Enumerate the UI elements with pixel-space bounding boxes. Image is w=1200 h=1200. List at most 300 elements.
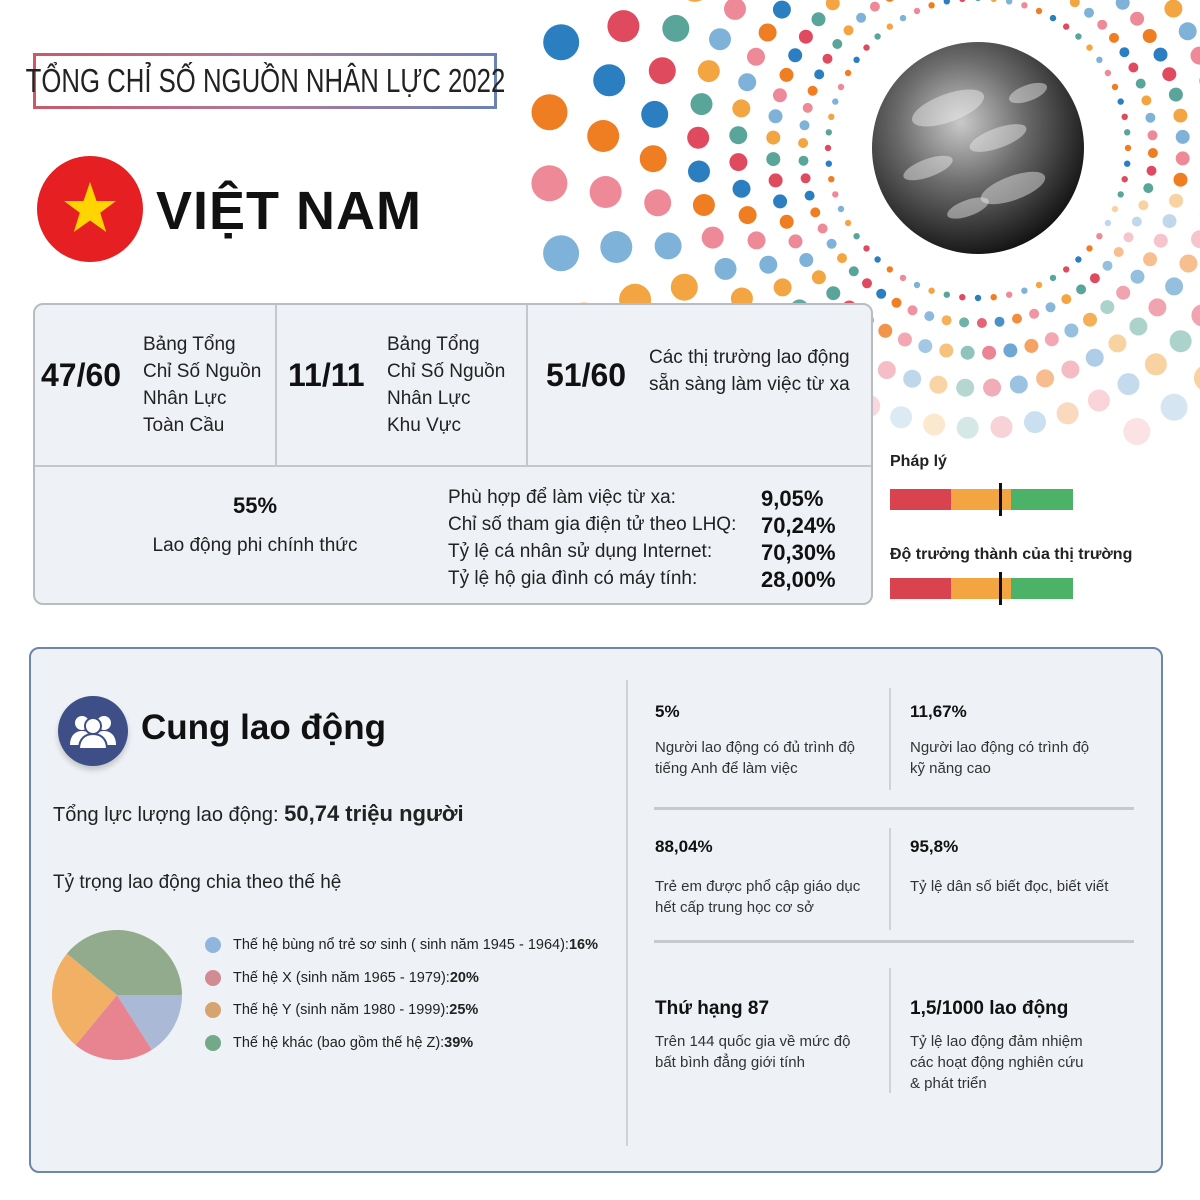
- legend-dot: [205, 1035, 221, 1051]
- decorative-dot: [956, 379, 974, 397]
- section-title: Cung lao động: [141, 708, 386, 747]
- decorative-dot: [1116, 0, 1130, 10]
- decorative-dot: [983, 379, 1001, 397]
- decorative-dot: [803, 103, 813, 113]
- vietnam-flag-icon: [37, 156, 143, 262]
- decorative-dot: [1118, 373, 1140, 395]
- metric-desc: Người lao động có đủ trình độ tiếng Anh để làm việc: [655, 739, 856, 777]
- decorative-dot: [977, 318, 987, 328]
- decorative-dot: [587, 120, 619, 152]
- legend-label: Thế hệ bùng nổ trẻ sơ sinh ( sinh năm 1945 - 1964):: [233, 937, 569, 953]
- decorative-dot: [845, 70, 851, 76]
- decorative-dot: [944, 0, 950, 5]
- decorative-dot: [780, 68, 794, 82]
- decorative-dot: [1179, 22, 1197, 40]
- remote-rank-value: 51/60: [546, 357, 627, 393]
- decorative-dot: [799, 156, 809, 166]
- decorative-dot: [918, 339, 932, 353]
- decorative-dot: [649, 57, 676, 84]
- decorative-dot: [1096, 233, 1102, 239]
- decorative-dot: [1122, 114, 1128, 120]
- decorative-dot: [1170, 330, 1192, 352]
- decorative-dot: [1164, 0, 1182, 18]
- decorative-dot: [826, 0, 840, 10]
- decorative-dot: [769, 109, 783, 123]
- decorative-dot: [800, 120, 810, 130]
- legend-value: 20%: [449, 969, 479, 986]
- divider: [275, 305, 277, 465]
- decorative-dot: [853, 233, 859, 239]
- decorative-dot: [773, 88, 787, 102]
- decorative-dot: [702, 227, 724, 249]
- decorative-dot: [1057, 402, 1079, 424]
- decorative-dot: [961, 346, 975, 360]
- decorative-dot: [1163, 214, 1177, 228]
- legend-item: [205, 937, 598, 953]
- remote-rank-label: Các thị trường lao động sẵn sàng làm việc từ xa: [649, 347, 850, 395]
- decorative-dot: [729, 153, 747, 171]
- decorative-dot: [1036, 282, 1042, 288]
- decorative-dot: [1130, 12, 1144, 26]
- stat-value: 70,30%: [761, 540, 836, 565]
- decorative-dot: [887, 266, 893, 272]
- decorative-dot: [959, 0, 965, 2]
- global-rank-value: 47/60: [41, 357, 122, 393]
- metric-value: 95,8%: [910, 837, 959, 856]
- decorative-dot: [1138, 200, 1148, 210]
- decorative-dot: [607, 10, 639, 42]
- decorative-dot: [878, 361, 896, 379]
- global-rank-label: Bảng Tổng Chỉ Số Nguồn Nhân Lực Toàn Cầu: [143, 334, 262, 436]
- decorative-dot: [1116, 286, 1130, 300]
- decorative-dot: [975, 295, 981, 301]
- gauge-segment-low: [890, 489, 951, 510]
- decorative-dot: [593, 64, 625, 96]
- decorative-dot: [1125, 145, 1131, 151]
- decorative-dot: [759, 24, 777, 42]
- decorative-dot: [1124, 232, 1134, 242]
- decorative-dot: [982, 346, 996, 360]
- title-box: [25, 53, 505, 109]
- decorative-dot: [1096, 57, 1102, 63]
- informal-labor-value: 55%: [232, 493, 278, 518]
- decorative-dot: [1145, 353, 1167, 375]
- decorative-dot: [1112, 206, 1118, 212]
- decorative-dot: [903, 370, 921, 388]
- decorative-dot: [655, 232, 682, 259]
- decorative-dot: [1070, 0, 1080, 7]
- legend-value: 39%: [444, 1034, 474, 1051]
- decorative-dot: [691, 93, 713, 115]
- decorative-dot: [739, 206, 757, 224]
- decorative-dot: [1063, 23, 1069, 29]
- decorative-dot: [876, 289, 886, 299]
- decorative-dot: [1086, 349, 1104, 367]
- decorative-dot: [774, 278, 792, 296]
- decorative-dot: [1129, 318, 1147, 336]
- decorative-dot: [1003, 343, 1017, 357]
- decorative-dot: [826, 286, 840, 300]
- decorative-dot: [1112, 84, 1118, 90]
- decorative-dot: [590, 176, 622, 208]
- decorative-dot: [939, 344, 953, 358]
- decorative-dot: [844, 25, 854, 35]
- decorative-dot: [1194, 365, 1200, 392]
- decorative-dot: [959, 317, 969, 327]
- gauge-segment-low: [890, 578, 951, 599]
- decorative-dot: [1165, 277, 1183, 295]
- divider: [654, 807, 1134, 810]
- decorative-dot: [1119, 47, 1129, 57]
- metric-value: 5%: [655, 702, 680, 721]
- decorative-dot: [1136, 79, 1146, 89]
- decorative-dot: [863, 245, 869, 251]
- decorative-dot: [823, 54, 833, 64]
- gauge-marker: [999, 572, 1002, 605]
- stat-value: 28,00%: [761, 567, 836, 592]
- decorative-dot: [890, 406, 912, 428]
- decorative-dot: [826, 129, 832, 135]
- score-panel: [33, 303, 873, 605]
- decorative-dot: [837, 253, 847, 263]
- decorative-dot: [1148, 148, 1158, 158]
- legend-dot: [205, 970, 221, 986]
- decorative-dot: [863, 44, 869, 50]
- decorative-dot: [832, 191, 838, 197]
- decorative-dot: [825, 145, 831, 151]
- informal-labor-label: Lao động phi chính thức: [152, 535, 358, 556]
- legal-gauge-label: Pháp lý: [890, 453, 947, 470]
- decorative-dot: [914, 8, 920, 14]
- decorative-dot: [942, 315, 952, 325]
- decorative-dot: [1122, 176, 1128, 182]
- decorative-dot: [1050, 15, 1056, 21]
- decorative-dot: [766, 131, 780, 145]
- decorative-dot: [1105, 70, 1111, 76]
- divider: [526, 305, 528, 465]
- legend-item: [205, 1035, 473, 1051]
- decorative-dot: [1145, 113, 1155, 123]
- decorative-dot: [810, 207, 820, 217]
- decorative-dot: [1108, 334, 1126, 352]
- decorative-dot: [1006, 0, 1012, 5]
- metric-desc: Tỷ lệ dân số biết đọc, biết viết: [910, 878, 1109, 895]
- decorative-dot: [1061, 361, 1079, 379]
- legend-dot: [205, 1002, 221, 1018]
- decorative-dot: [1191, 230, 1200, 248]
- stat-label: Tỷ lệ cá nhân sử dụng Internet:: [448, 541, 713, 562]
- decorative-dot: [532, 94, 568, 130]
- decorative-dot: [715, 258, 737, 280]
- decorative-dot: [828, 176, 834, 182]
- decorative-dot: [687, 127, 709, 149]
- page-title: TỔNG CHỈ SỐ NGUỒN NHÂN LỰC 2022: [25, 62, 505, 99]
- generation-pie-chart: [50, 928, 184, 1062]
- decorative-dot: [773, 1, 791, 19]
- legend-dot: [205, 937, 221, 953]
- decorative-dot: [892, 298, 902, 308]
- legend-item: [205, 970, 479, 986]
- divider: [889, 968, 891, 1093]
- decorative-dot: [1024, 339, 1038, 353]
- decorative-dot: [923, 414, 945, 436]
- decorative-dot: [1147, 166, 1157, 176]
- decorative-dot: [600, 231, 632, 263]
- decorative-dot: [1148, 130, 1158, 140]
- decorative-dot: [1173, 109, 1187, 123]
- decorative-dot: [1176, 151, 1190, 165]
- decorative-dot: [959, 294, 965, 300]
- gauge-segment-mid: [951, 489, 1011, 510]
- decorative-dot: [1128, 63, 1138, 73]
- decorative-dot: [957, 417, 979, 439]
- divider: [35, 465, 871, 467]
- decorative-dot: [832, 98, 838, 104]
- metric-desc: Người lao động có trình độ kỹ năng cao: [910, 739, 1090, 777]
- decorative-dot: [1045, 332, 1059, 346]
- decorative-dot: [1114, 247, 1124, 257]
- decorative-dot: [1100, 300, 1114, 314]
- decorative-dot: [662, 15, 689, 42]
- decorative-dot: [1176, 130, 1190, 144]
- decorative-dot: [898, 333, 912, 347]
- decorative-dot: [1154, 234, 1168, 248]
- decorative-dot: [688, 161, 710, 183]
- decorative-dot: [1143, 183, 1153, 193]
- decorative-dot: [759, 256, 777, 274]
- decorative-dot: [1029, 309, 1039, 319]
- decorative-dot: [1084, 8, 1094, 18]
- decorative-dot: [845, 220, 851, 226]
- legend-value: 25%: [449, 1002, 479, 1018]
- decorative-dot: [991, 0, 997, 2]
- decorative-dot: [644, 189, 671, 216]
- decorative-dot: [1046, 302, 1056, 312]
- market-maturity-gauge: [890, 578, 1073, 599]
- decorative-dot: [641, 101, 668, 128]
- decorative-dot: [729, 126, 747, 144]
- decorative-dot: [1161, 394, 1188, 421]
- decorative-dot: [789, 234, 803, 248]
- total-labor-force: Tổng lực lượng lao động: 50,74 triệu người: [53, 801, 464, 826]
- regional-rank-value: 11/11: [288, 357, 365, 393]
- decorative-dot: [766, 152, 780, 166]
- decorative-dot: [681, 0, 708, 2]
- decorative-dot: [1036, 8, 1042, 14]
- decorative-dot: [1174, 173, 1188, 187]
- stat-label: Chỉ số tham gia điện tử theo LHQ:: [448, 514, 737, 535]
- decorative-dot: [1083, 313, 1097, 327]
- decorative-dot: [1143, 252, 1157, 266]
- decorative-dot: [733, 180, 751, 198]
- decorative-dot: [1006, 292, 1012, 298]
- decorative-dot: [1123, 418, 1150, 445]
- decorative-dot: [908, 305, 918, 315]
- decorative-dot: [924, 311, 934, 321]
- decorative-dot: [991, 416, 1013, 438]
- decorative-dot: [1148, 298, 1166, 316]
- regional-rank-label: Bảng Tổng Chỉ Số Nguồn Nhân Lực Khu Vực: [387, 334, 506, 436]
- decorative-dot: [1124, 129, 1130, 135]
- decorative-dot: [1010, 376, 1028, 394]
- decorative-dot: [914, 282, 920, 288]
- decorative-dot: [900, 275, 906, 281]
- decorative-dot: [1154, 48, 1168, 62]
- decorative-dot: [1050, 275, 1056, 281]
- metric-value: 88,04%: [655, 837, 713, 856]
- decorative-dot: [838, 206, 844, 212]
- decorative-dot: [709, 28, 731, 50]
- decorative-dot: [929, 376, 947, 394]
- decorative-dot: [1132, 217, 1142, 227]
- decorative-dot: [1103, 261, 1113, 271]
- decorative-dot: [1075, 256, 1081, 262]
- decorative-dot: [1086, 245, 1092, 251]
- decorative-dot: [1118, 191, 1124, 197]
- decorative-dot: [1124, 161, 1130, 167]
- decorative-dot: [818, 224, 828, 234]
- decorative-dot: [1021, 288, 1027, 294]
- decorative-dot: [828, 114, 834, 120]
- decorative-dot: [788, 48, 802, 62]
- metric-value: 11,67%: [910, 702, 967, 721]
- decorative-dot: [1131, 270, 1145, 284]
- decorative-dot: [1076, 284, 1086, 294]
- decorative-dot: [874, 33, 880, 39]
- decorative-dot: [808, 86, 818, 96]
- metric-desc: Trẻ em được phổ cập giáo dục hết cấp trung học cơ sở: [655, 878, 861, 916]
- gauge-segment-high: [1011, 578, 1073, 599]
- divider: [889, 828, 891, 930]
- decorative-dot: [1012, 314, 1022, 324]
- decorative-dot: [827, 239, 837, 249]
- decorative-dot: [1036, 369, 1054, 387]
- decorative-dot: [1105, 220, 1111, 226]
- decorative-dot: [1143, 29, 1157, 43]
- decorative-dot: [832, 39, 842, 49]
- decorative-dot: [799, 253, 813, 267]
- metric-value: Thứ hạng 87: [655, 998, 770, 1019]
- legend-label: Thế hệ X (sinh năm 1965 - 1979):: [233, 969, 450, 986]
- decorative-dot: [805, 191, 815, 201]
- decorative-dot: [928, 2, 934, 8]
- metric-desc: Trên 144 quốc gia về mức độ bất bình đẳng giới tính: [655, 1033, 851, 1071]
- gauge-segment-mid: [951, 578, 1011, 599]
- decorative-dot: [1191, 47, 1200, 65]
- decorative-dot: [975, 0, 981, 1]
- decorative-dot: [698, 60, 720, 82]
- decorative-dot: [724, 0, 746, 20]
- decorative-dot: [748, 231, 766, 249]
- decorative-dot: [900, 15, 906, 21]
- decorative-dot: [798, 138, 808, 148]
- decorative-dot: [874, 256, 880, 262]
- decorative-dot: [769, 173, 783, 187]
- people-icon: [58, 696, 128, 766]
- decorative-dot: [928, 288, 934, 294]
- decorative-dot: [1109, 33, 1119, 43]
- decorative-dot: [1090, 273, 1100, 283]
- decorative-dot: [640, 145, 667, 172]
- decorative-dot: [773, 194, 787, 208]
- decorative-dot: [1169, 194, 1183, 208]
- decorative-dot: [1162, 67, 1176, 81]
- stat-value: 70,24%: [761, 513, 836, 538]
- decorative-dot: [1021, 2, 1027, 8]
- metric-value: 1,5/1000 lao động: [910, 998, 1069, 1019]
- decorative-dot: [838, 84, 844, 90]
- decorative-dot: [1064, 324, 1078, 338]
- decorative-dot: [1118, 98, 1124, 104]
- legend-item: [205, 1002, 478, 1018]
- metric-desc: Tỷ lệ lao động đảm nhiệm các hoạt động nghiên cứu & phát triển: [910, 1033, 1084, 1092]
- country-name: VIỆT NAM: [156, 181, 423, 241]
- decorative-dot: [1075, 33, 1081, 39]
- decorative-dot: [780, 215, 794, 229]
- decorative-dot: [531, 165, 567, 201]
- decorative-dot: [693, 194, 715, 216]
- decorative-dot: [738, 73, 756, 91]
- legend-label: Thế hệ khác (bao gồm thế hệ Z):: [233, 1034, 445, 1051]
- legend-label: Thế hệ Y (sinh năm 1980 - 1999):: [233, 1002, 450, 1018]
- decorative-dot: [801, 173, 811, 183]
- decorative-dot: [1179, 255, 1197, 273]
- gauge-marker: [999, 483, 1002, 516]
- decorative-dot: [1088, 390, 1110, 412]
- decorative-dot: [856, 13, 866, 23]
- generation-chart-title: Tỷ trọng lao động chia theo thế hệ: [53, 872, 342, 893]
- gauge-segment-high: [1011, 489, 1073, 510]
- decorative-dot: [671, 274, 698, 301]
- decorative-dot: [870, 2, 880, 12]
- decorative-dot: [862, 278, 872, 288]
- stat-label: Tỷ lệ hộ gia đình có máy tính:: [448, 568, 698, 589]
- decorative-dot: [814, 69, 824, 79]
- stat-value: 9,05%: [761, 486, 824, 511]
- decorative-dot: [812, 12, 826, 26]
- decorative-dot: [878, 324, 892, 338]
- decorative-dot: [885, 0, 895, 2]
- legal-gauge: [890, 489, 1073, 510]
- decorative-dot: [799, 30, 813, 44]
- decorative-dot: [887, 23, 893, 29]
- decorative-dot: [747, 48, 765, 66]
- decorative-dot: [849, 266, 859, 276]
- decorative-dot: [1169, 88, 1183, 102]
- decorative-dot: [812, 270, 826, 284]
- decorative-dot: [1086, 44, 1092, 50]
- decorative-dot: [995, 317, 1005, 327]
- decorative-dot: [944, 292, 950, 298]
- market-maturity-gauge-label: Độ trưởng thành của thị trường: [890, 546, 1133, 563]
- decorative-dot: [991, 294, 997, 300]
- decorative-dot: [543, 235, 579, 271]
- decorative-dot: [1024, 411, 1046, 433]
- decorative-dot: [732, 99, 750, 117]
- decorative-dot: [1141, 95, 1151, 105]
- decorative-dot: [1191, 304, 1200, 326]
- stat-label: Phù hợp để làm việc từ xa:: [448, 487, 676, 508]
- decorative-dot: [543, 24, 579, 60]
- divider: [889, 688, 891, 790]
- star-icon: [60, 179, 120, 239]
- decorative-dot: [1063, 266, 1069, 272]
- decorative-dot: [1061, 294, 1071, 304]
- divider: [654, 940, 1134, 943]
- decorative-dot: [853, 57, 859, 63]
- legend-value: 16%: [568, 937, 598, 953]
- decorative-dot: [826, 161, 832, 167]
